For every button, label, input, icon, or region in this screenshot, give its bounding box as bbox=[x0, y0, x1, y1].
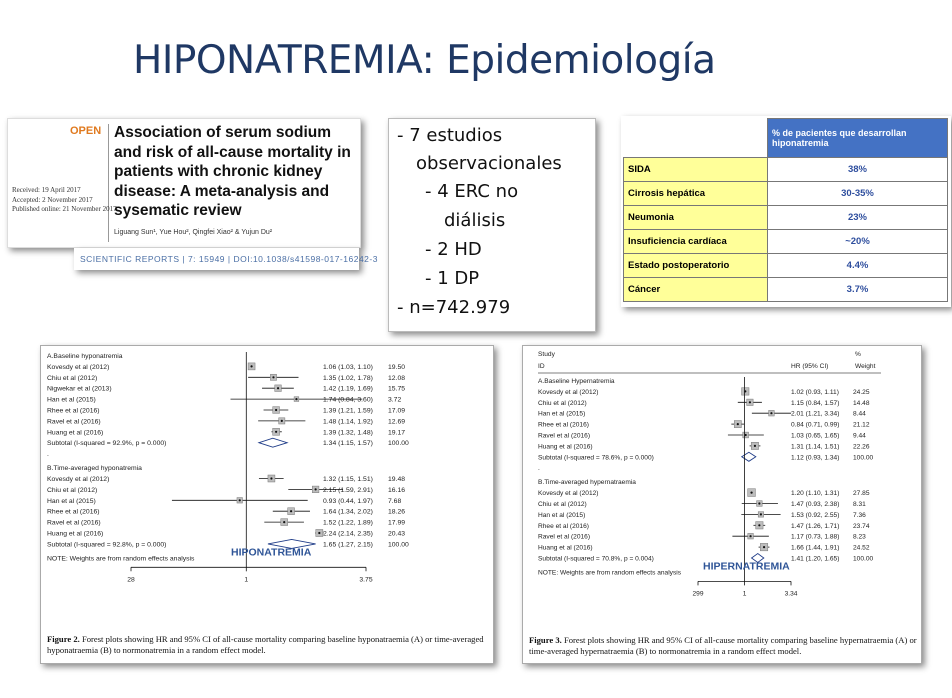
divider bbox=[108, 124, 109, 242]
study-name: Kovesdy et al (2012) bbox=[538, 490, 599, 498]
study-ci: 1.15 (0.84, 1.57) bbox=[791, 399, 840, 407]
study-weight: 17.99 bbox=[388, 519, 406, 527]
study-weight: 24.52 bbox=[853, 544, 870, 552]
study-weight: 19.48 bbox=[388, 476, 406, 483]
study-line: diálisis bbox=[444, 210, 506, 231]
study-ci: 2.01 (1.21, 3.34) bbox=[791, 410, 840, 418]
weights-note: NOTE: Weights are from random effects analysis bbox=[538, 569, 682, 577]
study-name: Kovesdy et al (2012) bbox=[47, 476, 110, 483]
point-estimate bbox=[315, 488, 317, 490]
study-ci: 1.39 (1.21, 1.59) bbox=[323, 407, 373, 415]
study-weight: 23.74 bbox=[853, 522, 870, 530]
header-percent: % bbox=[855, 351, 861, 358]
section-title: A.Baseline hyponatremia bbox=[47, 353, 123, 360]
study-ci: 1.47 (0.93, 2.38) bbox=[791, 501, 840, 508]
study-line: - n=742.979 bbox=[397, 297, 511, 318]
row-value: 30-35% bbox=[768, 182, 948, 206]
subtotal-diamond bbox=[742, 452, 756, 461]
study-weight: 14.48 bbox=[853, 399, 870, 407]
subtotal-ci: 1.12 (0.93, 1.34) bbox=[791, 454, 840, 462]
study-weight: 18.26 bbox=[388, 508, 406, 516]
table-row bbox=[624, 278, 948, 302]
table-header-row bbox=[624, 119, 948, 158]
subtotal-weight: 100.00 bbox=[853, 555, 874, 563]
study-ci: 1.31 (1.14, 1.51) bbox=[791, 443, 840, 451]
x-tick-label: 299 bbox=[692, 590, 704, 598]
study-ci: 1.03 (0.65, 1.65) bbox=[791, 432, 840, 440]
figure-caption bbox=[529, 635, 917, 657]
study-name: Han et al (2015) bbox=[47, 396, 96, 404]
study-line: - 1 DP bbox=[425, 268, 480, 289]
point-estimate bbox=[281, 420, 283, 422]
study-name: Ravel et al (2016) bbox=[538, 533, 591, 541]
study-ci: 1.35 (1.02, 1.78) bbox=[323, 374, 373, 382]
point-estimate bbox=[749, 535, 751, 537]
figure-caption-text: Forest plots showing HR and 95% CI of all-cause mortality comparing baseline hypernatraemia (A) or time-averaged hypernatraemia (B) to normonatremia in a random effect model. bbox=[529, 635, 917, 656]
point-estimate bbox=[272, 376, 274, 378]
study-ci: 1.52 (1.22, 1.89) bbox=[323, 519, 373, 527]
study-name: Chiu et al (2012) bbox=[538, 399, 587, 407]
spacer-dot: . bbox=[47, 451, 49, 459]
point-estimate bbox=[763, 546, 765, 548]
header-id: ID bbox=[538, 363, 545, 370]
study-weight: 19.17 bbox=[388, 429, 406, 437]
row-label: Cirrosis hepática bbox=[624, 182, 768, 206]
figure-caption bbox=[47, 634, 487, 656]
point-estimate bbox=[318, 532, 320, 534]
study-ci: 2.24 (2.14, 2.35) bbox=[323, 530, 373, 538]
point-estimate bbox=[295, 398, 297, 400]
study-ci: 1.53 (0.92, 2.55) bbox=[791, 511, 840, 519]
forest-plot-hyponatremia bbox=[40, 345, 494, 664]
figure-caption-text: Forest plots showing HR and 95% CI of all-cause mortality comparing baseline hyponatraemia (A) or time-averaged hyponatraemia (B) to normonatremia in a random effect model. bbox=[47, 634, 484, 655]
x-tick-label: 3.34 bbox=[784, 590, 798, 598]
slide-title: HIPONATREMIA: Epidemiología bbox=[133, 38, 716, 83]
study-name: Huang et al (2016) bbox=[47, 429, 104, 437]
point-estimate bbox=[758, 502, 760, 504]
study-weight: 16.16 bbox=[388, 486, 406, 494]
article-authors: Liguang Sun¹, Yue Hou², Qingfei Xiao² & Yujun Du² bbox=[114, 229, 273, 236]
study-name: Huang et al (2016) bbox=[538, 544, 593, 552]
header-hr: HR (95% CI) bbox=[791, 363, 829, 370]
row-label: Insuficiencia cardíaca bbox=[624, 230, 768, 254]
study-weight: 12.08 bbox=[388, 374, 406, 382]
study-line: - 7 estudios bbox=[397, 125, 503, 146]
plot-label: HIPONATREMIA bbox=[231, 546, 312, 559]
hyponatremia-table-panel bbox=[621, 116, 951, 307]
study-name: Huang et al (2016) bbox=[47, 530, 104, 538]
study-weight: 3.72 bbox=[388, 396, 402, 404]
point-estimate bbox=[754, 445, 756, 447]
x-tick-label: 1 bbox=[244, 576, 249, 584]
row-value: 38% bbox=[768, 158, 948, 182]
table-row bbox=[624, 206, 948, 230]
study-ci: 1.39 (1.32, 1.48) bbox=[323, 429, 373, 437]
row-value: 4.4% bbox=[768, 254, 948, 278]
point-estimate bbox=[250, 365, 252, 367]
study-weight: 15.75 bbox=[388, 385, 406, 393]
subtotal-ci: 1.41 (1.20, 1.65) bbox=[791, 555, 840, 563]
study-name: Rhee et al (2016) bbox=[538, 421, 589, 429]
figure-number: Figure 2. bbox=[47, 634, 80, 644]
figure-number: Figure 3. bbox=[529, 635, 562, 645]
study-ci: 1.48 (1.14, 1.92) bbox=[323, 418, 373, 426]
journal-reference-text: SCIENTIFIC REPORTS | 7: 15949 | DOI:10.1038/s41598-017-16242-3 bbox=[80, 254, 378, 264]
point-estimate bbox=[275, 409, 277, 411]
study-name: Chiu et al (2012) bbox=[47, 486, 98, 494]
study-name: Kovesdy et al (2012) bbox=[538, 388, 599, 396]
study-name: Huang et al (2016) bbox=[538, 443, 593, 451]
study-weight: 7.68 bbox=[388, 497, 402, 505]
study-name: Han et al (2015) bbox=[47, 497, 96, 505]
study-line: - 4 ERC no bbox=[425, 181, 519, 202]
subtotal-diamond bbox=[259, 438, 287, 447]
subtotal-ci: 1.65 (1.27, 2.15) bbox=[323, 541, 373, 549]
study-ci: 1.02 (0.93, 1.11) bbox=[791, 388, 839, 396]
study-ci: 2.15 (1.59, 2.91) bbox=[323, 486, 373, 494]
row-value: 3.7% bbox=[768, 278, 948, 302]
row-label: Estado postoperatorio bbox=[624, 254, 768, 278]
journal-reference bbox=[74, 248, 378, 270]
section-title: B.Time-averaged hyponatremia bbox=[47, 465, 142, 473]
table-row bbox=[624, 158, 948, 182]
study-ci: 1.20 (1.10, 1.31) bbox=[791, 490, 840, 498]
subtotal-ci: 1.34 (1.15, 1.57) bbox=[323, 440, 373, 448]
row-label: Neumonia bbox=[624, 206, 768, 230]
point-estimate bbox=[749, 401, 751, 403]
study-name: Ravel et al (2016) bbox=[47, 418, 101, 426]
study-name: Rhee et al (2016) bbox=[538, 522, 589, 530]
study-ci: 1.32 (1.15, 1.51) bbox=[323, 476, 373, 483]
study-weight: 9.44 bbox=[853, 432, 866, 440]
table-header: % de pacientes que desarrollan hiponatremia bbox=[768, 119, 948, 158]
study-name: Rhee et al (2016) bbox=[47, 407, 100, 415]
row-value: ~20% bbox=[768, 230, 948, 254]
published-date: Published online: 21 November 2017 bbox=[12, 205, 117, 213]
header-study: Study bbox=[538, 351, 555, 358]
point-estimate bbox=[270, 477, 272, 479]
forest-plot-hypernatremia bbox=[522, 345, 922, 664]
study-name: Chiu et al (2012) bbox=[47, 374, 98, 382]
subtotal-weight: 100.00 bbox=[388, 440, 409, 448]
subtotal-label: Subtotal (I-squared = 92.9%, p = 0.000) bbox=[47, 440, 167, 448]
study-weight: 8.44 bbox=[853, 410, 866, 418]
point-estimate bbox=[758, 524, 760, 526]
study-ci: 1.06 (1.03, 1.10) bbox=[323, 363, 373, 371]
open-access-label: OPEN bbox=[70, 125, 102, 137]
point-estimate bbox=[750, 492, 752, 494]
point-estimate bbox=[290, 510, 292, 512]
study-line: observacionales bbox=[416, 153, 562, 174]
row-label: Cáncer bbox=[624, 278, 768, 302]
study-name: Han et al (2015) bbox=[538, 511, 586, 519]
article-header bbox=[7, 118, 361, 248]
subtotal-label: Subtotal (I-squared = 92.8%, p = 0.000) bbox=[47, 541, 167, 549]
spacer-dot: . bbox=[538, 465, 540, 473]
point-estimate bbox=[275, 431, 277, 433]
plot-label: HIPERNATREMIA bbox=[703, 560, 790, 573]
table-row bbox=[624, 230, 948, 254]
subtotal-label: Subtotal (I-squared = 78.6%, p = 0.000) bbox=[538, 454, 654, 462]
subtotal-weight: 100.00 bbox=[388, 541, 409, 549]
study-line: - 2 HD bbox=[425, 239, 482, 260]
study-weight: 22.26 bbox=[853, 443, 870, 451]
study-weight: 19.50 bbox=[388, 363, 406, 371]
point-estimate bbox=[239, 499, 241, 501]
study-ci: 0.84 (0.71, 0.99) bbox=[791, 421, 840, 429]
section-title: A.Baseline Hypernatremia bbox=[538, 378, 615, 385]
study-ci: 1.42 (1.19, 1.69) bbox=[323, 385, 373, 393]
row-value: 23% bbox=[768, 206, 948, 230]
x-tick-label: 1 bbox=[742, 590, 747, 598]
forest-plot-hyponatremia-svg bbox=[41, 346, 493, 626]
study-name: Ravel et al (2016) bbox=[47, 519, 101, 527]
study-ci: 1.74 (0.84, 3.60) bbox=[323, 396, 373, 404]
study-weight: 8.23 bbox=[853, 533, 866, 541]
study-name: Kovesdy et al (2012) bbox=[47, 363, 110, 371]
study-weight: 7.36 bbox=[853, 511, 866, 519]
study-ci: 0.93 (0.44, 1.97) bbox=[323, 497, 373, 505]
study-name: Han et al (2015) bbox=[538, 410, 586, 418]
received-date: Received: 19 April 2017 bbox=[12, 186, 81, 194]
study-name: Rhee et al (2016) bbox=[47, 508, 100, 516]
table-row bbox=[624, 182, 948, 206]
hyponatremia-table bbox=[623, 118, 948, 302]
x-tick-label: 3.75 bbox=[359, 576, 373, 584]
point-estimate bbox=[277, 387, 279, 389]
study-weight: 17.09 bbox=[388, 407, 406, 415]
subtotal-label: Subtotal (I-squared = 70.8%, p = 0.004) bbox=[538, 555, 654, 563]
studies-summary bbox=[388, 118, 596, 332]
subtotal-weight: 100.00 bbox=[853, 454, 874, 462]
table-corner bbox=[624, 119, 768, 158]
study-ci: 1.66 (1.44, 1.91) bbox=[791, 544, 840, 552]
header-weight: Weight bbox=[855, 363, 876, 370]
study-weight: 12.69 bbox=[388, 418, 406, 426]
study-name: Ravel et al (2016) bbox=[538, 432, 591, 440]
study-ci: 1.17 (0.73, 1.88) bbox=[791, 533, 840, 541]
article-dates bbox=[12, 186, 117, 215]
point-estimate bbox=[283, 521, 285, 523]
study-weight: 27.85 bbox=[853, 490, 870, 498]
study-ci: 1.64 (1.34, 2.02) bbox=[323, 508, 373, 516]
weights-note: NOTE: Weights are from random effects analysis bbox=[47, 555, 195, 563]
row-label: SIDA bbox=[624, 158, 768, 182]
forest-plot-hypernatremia-svg bbox=[523, 346, 921, 631]
study-weight: 20.43 bbox=[388, 530, 406, 538]
point-estimate bbox=[737, 423, 739, 425]
table-row bbox=[624, 254, 948, 278]
point-estimate bbox=[770, 412, 772, 414]
study-name: Nigwekar et al (2013) bbox=[47, 385, 112, 393]
study-weight: 21.12 bbox=[853, 421, 870, 429]
x-tick-label: 28 bbox=[127, 576, 135, 584]
study-name: Chiu et al (2012) bbox=[538, 501, 587, 508]
study-weight: 8.31 bbox=[853, 501, 866, 508]
article-title: Association of serum sodium and risk of all-cause mortality in patients with chronic kidney disease: A meta-analysis and sysematic review bbox=[114, 124, 351, 219]
study-ci: 1.47 (1.26, 1.71) bbox=[791, 522, 840, 530]
section-title: B.Time-averaged hypernatraemia bbox=[538, 479, 636, 487]
point-estimate bbox=[760, 513, 762, 515]
accepted-date: Accepted: 2 November 2017 bbox=[12, 195, 93, 204]
study-weight: 24.25 bbox=[853, 388, 870, 396]
